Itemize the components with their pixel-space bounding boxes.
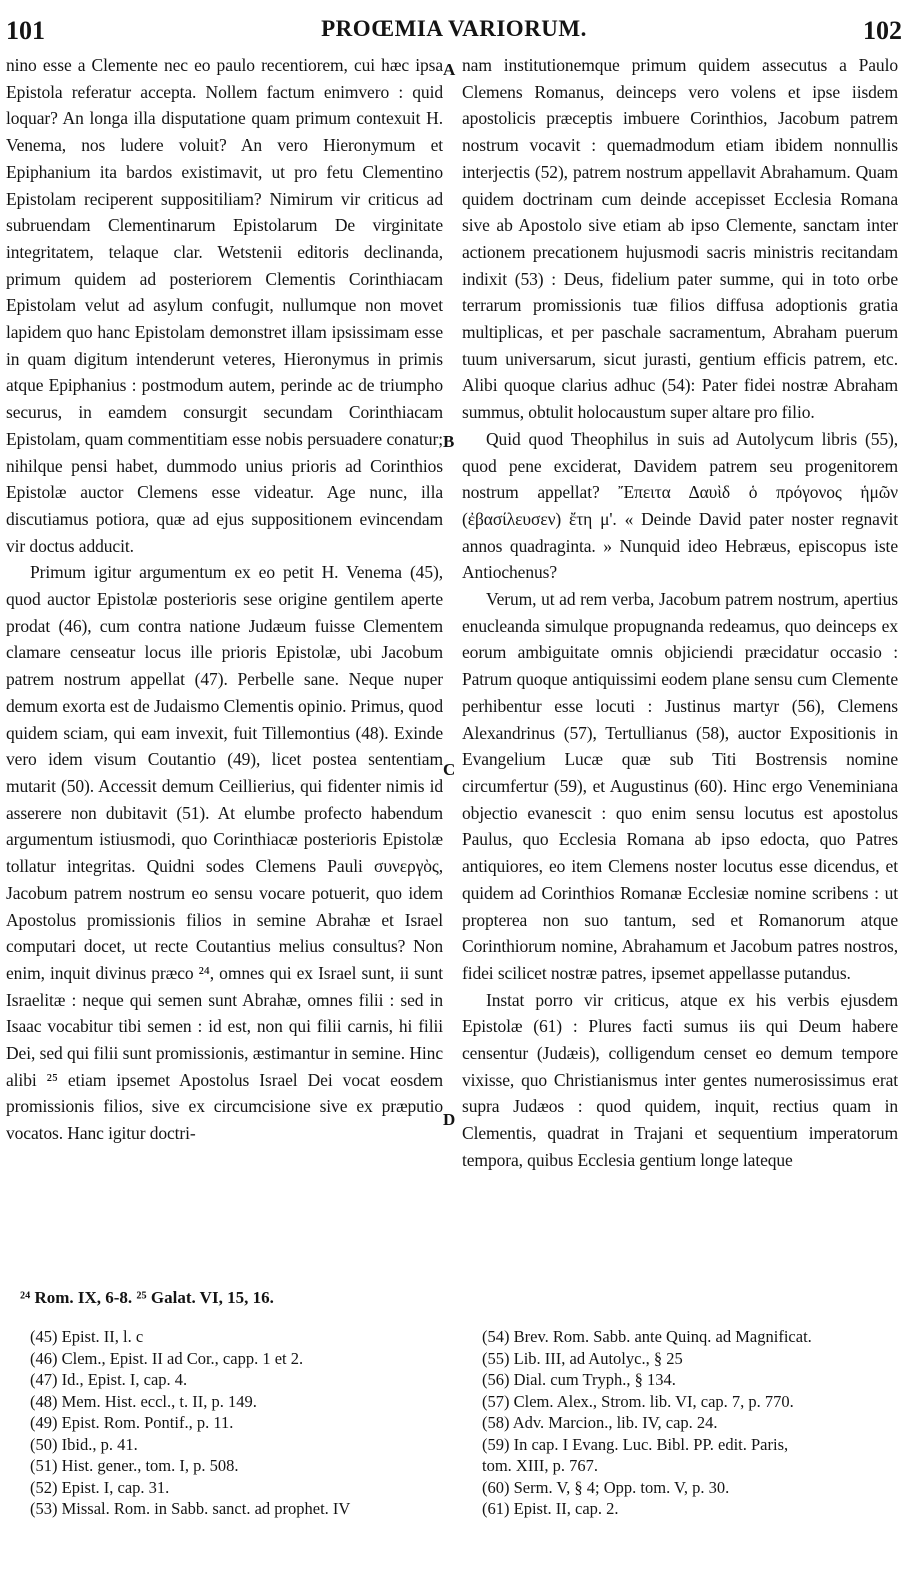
footnotes-right: [482, 1326, 902, 1520]
footnote: (55) Lib. III, ad Autolyc., § 25: [482, 1348, 683, 1368]
right-paragraph: nam institutionemque primum quidem assecutus a Paulo Clemens Romanus, deinceps vero volens et ipse iisdem apostolicis præceptis imbuere Corinthios, Jacobum patrem nostrum vocavit : quemadmodum etiam ibidem nonnullis interjectis (52), patrem nostrum appellavit Abrahamum. Quam quidem doctrinam cum deinde accepisset Ecclesia Romana sive ab Apostolo sive etiam ab ipso Clemente, sanctam inter actionem precationem hujusmodi sacris ministris recitandam indixit (53) : Deus, fidelium pater summe, qui in toto orbe terrarum promissionis tuæ filios diffusa adoptionis gratia multiplicas, et per paschale sacramentum, Abraham puerum tuum universarum, sicut jurasti, gentium efficis patrem, etc. Alibi quoque clarius adhuc (54): Pater fidei nostræ Abraham summus, obtulit holocaustum super altare pro filio.: [462, 55, 898, 423]
footnote: (60) Serm. V, § 4; Opp. tom. V, p. 30.: [482, 1477, 730, 1497]
footnote: (54) Brev. Rom. Sabb. ante Quinq. ad Magnificat.: [482, 1327, 812, 1346]
footnote: (56) Dial. cum Tryph., § 134.: [482, 1370, 676, 1389]
left-paragraph: Primum igitur argumentum ex eo petit H. Venema (45), quod auctor Epistolæ posterioris sese origine gentilem aperte prodat (46), cum contra natione Judæum fuisse Clementem clamare censeatur locus ille prioris Epistolæ, ubi Jacobum patrem nostrum appellat (47). Perbelle sane. Neque nuper demum exorta est de Judaismo Clementis opinio. Primus, quod quidem sciam, qui eam invexit, fuit Tillemontius (48). Exinde vero idem visum Coutantio (49), licet postea sententiam mutarit (50). Accessit demum Ceillierius, qui fidenter nimis id asserere non dubitavit (51). At elumbe profecto habendum argumentum istiusmodi, quo Corinthiacæ posterioris Epistolæ tollatur integritas. Quidni sodes Clemens Pauli συνεργὸς, Jacobum patrem nostrum eo sensu vocare potuerit, quo idem Apostolus promissionis filios in semine Abrahæ et Israel computari docet, ut recte Coutantius melius consultus? Non enim, inquit divinus præco ²⁴, omnes qui ex Israel sunt, ii sunt Israelitæ : neque qui semen sunt Abrahæ, omnes filii : sed in Isaac vocabitur tibi semen : id est, non qui filii carnis, hi filii Dei, sed qui filii sunt promissionis, æstimantur in semine. Hinc alibi ²⁵ etiam ipsemet Apostolus Israel Dei vocat eosdem promissionis filios, sive ex circumcisione sive ex præputio vocatos. Hanc igitur doctri-: [6, 562, 443, 1144]
right-paragraph: Quid quod Theophilus in suis ad Autolycum libris (55), quod pene exciderat, Davidem patrem seu progenitorem nostrum appellat? Ἔπειτα Δαυὶδ ὁ πρόγονος ἡμῶν (ἐβασίλευσεν) ἔτη μ'. « Deinde David pater noster regnavit annos quadraginta. » Nunquid ideo Hebræus, episcopus iste Antiochenus?: [462, 428, 898, 583]
margin-letter-b: B: [443, 432, 455, 451]
right-paragraph: Instat porro vir criticus, atque ex his verbis ejusdem Epistolæ (61) : Plures facti sumus iis qui Deum habere censentur (Judæis), colligendum censet eo demum tempore vixisse, quo Christianismus inter gentes numerosissimus erat supra Judæos : quod quidem, inquit, rectius quam in Clementis, quadrat in Trajani et sequentium imperatorum tempora, quibus Ecclesia gentium longe lateque: [462, 989, 898, 1170]
scripture-footnote: ²⁴ Rom. IX, 6-8. ²⁵ Galat. VI, 15, 16.: [20, 1288, 274, 1307]
right-paragraph: Verum, ut ad rem verba, Jacobum patrem nostrum, apertius enucleanda simulque propugnanda redeamus, quo deinceps ex eorum ambiguitate omnis objiciendi præcidatur occasio : Patrum quoque antiquissimi eodem plane sensu cum Clemente perhibentur esse locuti : Justinus martyr (56), Clemens Alexandrinus (57), Tertullianus (58), auctor Expositionis in Evangelium Lucæ quæ sub Titi Bostrensis nomine circumfertur (59), et Augustinus (60). Hinc ergo Veneminiana objectio evanescit : quo enim sensu locutus est apostolus Paulus, quo Ecclesia Romana ab ipso edocta, quo Patres antiquiores, eo item Clemens noster locutus esse dicendus, et quidem ad Corinthios Romanæ Ecclesiæ nomine scribens : ut propterea non suo tantum, sed et Romanorum atque Corinthiorum nomine, Abrahamum et Jacobum patres nostros, fidei scilicet nostræ patres, ipsemet appellasse putandus.: [462, 589, 898, 983]
left-column: [6, 52, 443, 1147]
footnote-continuation: tom. XIII, p. 767.: [482, 1456, 598, 1475]
footnote: (57) Clem. Alex., Strom. lib. VI, cap. 7, p. 770.: [482, 1391, 794, 1411]
footnote: (45) Epist. II, l. c: [30, 1327, 144, 1346]
footnotes-left: [30, 1326, 450, 1520]
right-column: [462, 52, 898, 1174]
footnote: (61) Epist. II, cap. 2.: [482, 1499, 619, 1518]
footnote: (50) Ibid., p. 41.: [30, 1434, 138, 1454]
page-number-left: 101: [6, 16, 45, 45]
footnote: (59) In cap. I Evang. Luc. Bibl. PP. edit. Paris,: [482, 1434, 789, 1454]
margin-letter-c: C: [443, 760, 456, 779]
footnote: (49) Epist. Rom. Pontif., p. 11.: [30, 1413, 234, 1432]
left-paragraph: nino esse a Clemente nec eo paulo recentiorem, cui hæc ipsa Epistola referatur accepta. Nollem factum enimvero : quid loquar? An longa illa disputatione quam primum contexuit H. Venema, nos ludere voluit? An vero Hieronymum et Epiphanium ita bardos existimavit, ut pro fetu Clementino Epistolam reciperent suppositiliam? Nimirum vir criticus ad subruendam Clementinarum Epistolarum De virginitate integritatem, telaque clar. Wetstenii editoris declinanda, primum quidem ad posteriorem Clementis Corinthiacam Epistolam velut ad asylum confugit, nullumque non movet lapidem quo hanc Epistolam demonstret illam ipsissimam esse in quam digitum intenderunt veteres, Hieronymus in primis atque Epiphanius : postmodum autem, perinde ac de triumpho securus, in eamdem consurgit secundam Corinthiacam Epistolam, quam commentitiam esse nobis persuadere conatur; nihilque pensi habet, dummodo unius prioris ad Corinthios Epistolæ auctor Clemens esse videatur. Age nunc, illa discutiamus potiora, quæ ad ejus suppositionem evincendam vir doctus adducit.: [6, 55, 443, 556]
footnote: (58) Adv. Marcion., lib. IV, cap. 24.: [482, 1413, 718, 1432]
footnote: (48) Mem. Hist. eccl., t. II, p. 149.: [30, 1391, 257, 1411]
footnote: (51) Hist. gener., tom. I, p. 508.: [30, 1456, 239, 1475]
footnote: (52) Epist. I, cap. 31.: [30, 1477, 170, 1497]
running-title: PROŒMIA VARIORUM.: [321, 16, 587, 41]
footnote: (53) Missal. Rom. in Sabb. sanct. ad prophet. IV: [30, 1499, 351, 1518]
footnote: (47) Id., Epist. I, cap. 4.: [30, 1370, 188, 1389]
margin-letter-d: D: [443, 1110, 456, 1129]
footnote: (46) Clem., Epist. II ad Cor., capp. 1 et 2.: [30, 1348, 304, 1368]
margin-letter-a: A: [443, 60, 456, 79]
running-header: [6, 8, 902, 48]
page-number-right: 102: [863, 16, 902, 45]
